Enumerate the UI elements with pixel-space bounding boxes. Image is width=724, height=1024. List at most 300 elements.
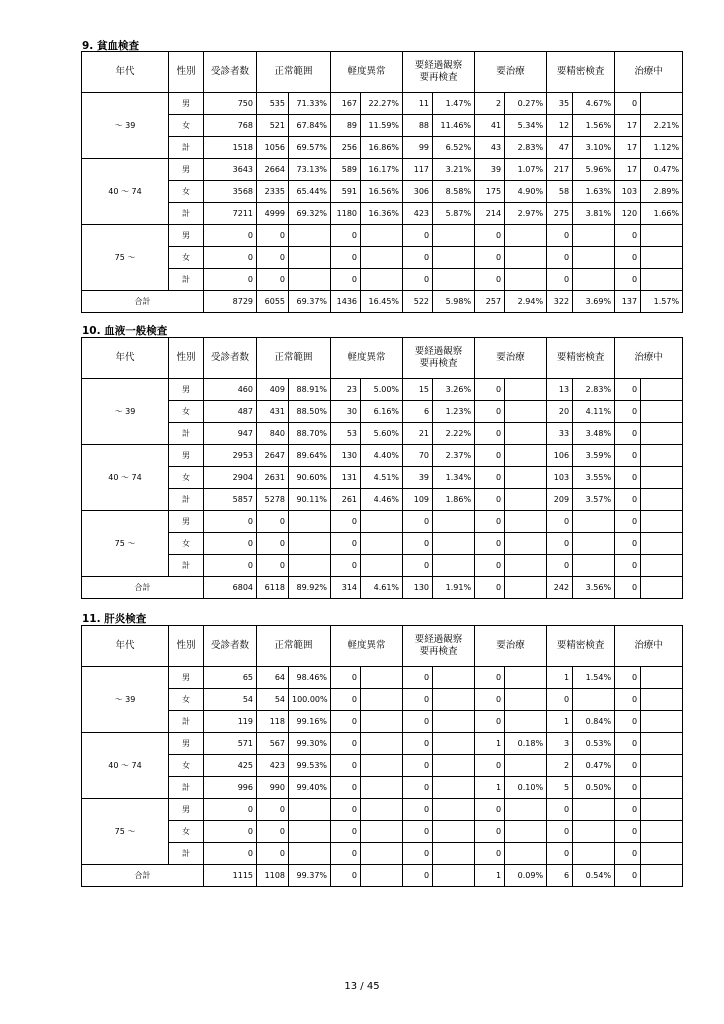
header-row [82, 52, 683, 93]
count-cell: 0 [547, 533, 573, 555]
count-cell: 0 [257, 269, 289, 291]
count-cell: 840 [257, 423, 289, 445]
count-cell: 567 [257, 733, 289, 755]
count-cell: 0 [547, 799, 573, 821]
percent-cell [361, 843, 403, 865]
percent-cell [361, 667, 403, 689]
table-row [82, 711, 683, 733]
count-cell: 0 [331, 555, 361, 577]
percent-cell [573, 269, 615, 291]
percent-cell [433, 733, 475, 755]
count-cell: 0 [257, 821, 289, 843]
total-count-cell: 130 [403, 577, 433, 599]
percent-cell: 1.12% [641, 137, 683, 159]
sex-cell: 男 [169, 511, 204, 533]
percent-cell [505, 225, 547, 247]
count-cell: 0 [204, 225, 257, 247]
total-count-cell: 1108 [257, 865, 289, 887]
percent-cell: 99.30% [289, 733, 331, 755]
percent-cell [361, 733, 403, 755]
table-row [82, 379, 683, 401]
column-header: 性別 [169, 338, 204, 379]
percent-cell: 99.16% [289, 711, 331, 733]
percent-cell [289, 555, 331, 577]
percent-cell: 1.54% [573, 667, 615, 689]
percent-cell: 0.10% [505, 777, 547, 799]
percent-cell [505, 247, 547, 269]
count-cell: 261 [331, 489, 361, 511]
count-cell: 0 [403, 799, 433, 821]
column-header: 要精密検査 [547, 52, 615, 93]
percent-cell [641, 777, 683, 799]
percent-cell: 16.17% [361, 159, 403, 181]
percent-cell [573, 533, 615, 555]
percent-cell [289, 511, 331, 533]
section-title-hepatitis: 11. 肝炎検査 [82, 613, 147, 625]
total-percent-cell: 3.56% [573, 577, 615, 599]
percent-cell [641, 555, 683, 577]
total-count-cell: 1 [475, 865, 505, 887]
count-cell: 0 [204, 533, 257, 555]
sex-cell: 女 [169, 821, 204, 843]
count-cell: 1 [475, 733, 505, 755]
percent-cell [641, 799, 683, 821]
percent-cell: 3.57% [573, 489, 615, 511]
count-cell: 0 [403, 755, 433, 777]
percent-cell: 3.81% [573, 203, 615, 225]
count-cell: 0 [475, 225, 505, 247]
percent-cell [641, 379, 683, 401]
percent-cell: 1.66% [641, 203, 683, 225]
section-title-anemia: 9. 貧血検査 [82, 40, 139, 52]
percent-cell: 2.37% [433, 445, 475, 467]
count-cell: 21 [403, 423, 433, 445]
total-count-cell: 0 [615, 577, 641, 599]
age-group-cell: 40 ～ 74 [82, 159, 169, 225]
count-cell: 487 [204, 401, 257, 423]
percent-cell [573, 225, 615, 247]
table-row [82, 181, 683, 203]
percent-cell: 0.18% [505, 733, 547, 755]
count-cell: 15 [403, 379, 433, 401]
total-label: 合計 [82, 865, 204, 887]
count-cell: 0 [257, 533, 289, 555]
count-cell: 1 [475, 777, 505, 799]
percent-cell [573, 555, 615, 577]
column-header: 軽度異常 [331, 52, 403, 93]
table-row [82, 755, 683, 777]
count-cell: 0 [257, 799, 289, 821]
table-row [82, 225, 683, 247]
column-header: 年代 [82, 626, 169, 667]
count-cell: 0 [615, 511, 641, 533]
count-cell: 0 [475, 511, 505, 533]
percent-cell [573, 511, 615, 533]
count-cell: 0 [331, 511, 361, 533]
count-cell: 0 [615, 379, 641, 401]
count-cell: 460 [204, 379, 257, 401]
percent-cell: 1.63% [573, 181, 615, 203]
count-cell: 0 [475, 247, 505, 269]
count-cell: 0 [615, 555, 641, 577]
age-group-cell: ～ 39 [82, 93, 169, 159]
count-cell: 275 [547, 203, 573, 225]
column-header: 受診者数 [204, 338, 257, 379]
percent-cell [641, 689, 683, 711]
percent-cell [573, 799, 615, 821]
column-header: 軽度異常 [331, 626, 403, 667]
count-cell: 118 [257, 711, 289, 733]
percent-cell [361, 689, 403, 711]
count-cell: 99 [403, 137, 433, 159]
percent-cell: 88.50% [289, 401, 331, 423]
percent-cell [505, 799, 547, 821]
count-cell: 130 [331, 445, 361, 467]
count-cell: 0 [475, 843, 505, 865]
percent-cell [433, 247, 475, 269]
count-cell: 0 [615, 247, 641, 269]
percent-cell [505, 489, 547, 511]
percent-cell [361, 711, 403, 733]
column-header: 治療中 [615, 626, 683, 667]
percent-cell [433, 821, 475, 843]
count-cell: 0 [547, 555, 573, 577]
count-cell: 33 [547, 423, 573, 445]
total-percent-cell [361, 865, 403, 887]
percent-cell [573, 247, 615, 269]
count-cell: 39 [403, 467, 433, 489]
count-cell: 0 [331, 821, 361, 843]
count-cell: 0 [615, 533, 641, 555]
percent-cell [361, 511, 403, 533]
count-cell: 58 [547, 181, 573, 203]
table-row [82, 511, 683, 533]
percent-cell: 16.56% [361, 181, 403, 203]
column-header: 年代 [82, 52, 169, 93]
count-cell: 11 [403, 93, 433, 115]
percent-cell [505, 379, 547, 401]
percent-cell: 1.47% [433, 93, 475, 115]
count-cell: 0 [475, 445, 505, 467]
column-header: 治療中 [615, 52, 683, 93]
count-cell: 768 [204, 115, 257, 137]
count-cell: 109 [403, 489, 433, 511]
total-percent-cell: 2.94% [505, 291, 547, 313]
percent-cell [289, 533, 331, 555]
percent-cell: 8.58% [433, 181, 475, 203]
count-cell: 535 [257, 93, 289, 115]
count-cell: 0 [547, 247, 573, 269]
total-percent-cell: 89.92% [289, 577, 331, 599]
page-number: 13 / 45 [344, 981, 380, 992]
count-cell: 0 [615, 733, 641, 755]
sex-cell: 女 [169, 115, 204, 137]
count-cell: 0 [257, 555, 289, 577]
total-percent-cell: 4.61% [361, 577, 403, 599]
percent-cell: 65.44% [289, 181, 331, 203]
count-cell: 0 [475, 667, 505, 689]
table-row [82, 247, 683, 269]
total-label: 合計 [82, 291, 204, 313]
percent-cell: 1.86% [433, 489, 475, 511]
count-cell: 12 [547, 115, 573, 137]
percent-cell: 0.47% [573, 755, 615, 777]
count-cell: 2 [475, 93, 505, 115]
column-header: 年代 [82, 338, 169, 379]
percent-cell: 4.11% [573, 401, 615, 423]
count-cell: 0 [257, 511, 289, 533]
count-cell: 0 [615, 667, 641, 689]
percent-cell [641, 225, 683, 247]
count-cell: 47 [547, 137, 573, 159]
percent-cell: 5.34% [505, 115, 547, 137]
table-row [82, 93, 683, 115]
sex-cell: 計 [169, 137, 204, 159]
percent-cell [505, 689, 547, 711]
column-header: 性別 [169, 52, 204, 93]
sex-cell: 計 [169, 777, 204, 799]
count-cell: 0 [331, 711, 361, 733]
age-group-cell: 75 ～ [82, 511, 169, 577]
percent-cell: 2.83% [505, 137, 547, 159]
percent-cell: 1.56% [573, 115, 615, 137]
count-cell: 3 [547, 733, 573, 755]
count-cell: 591 [331, 181, 361, 203]
count-cell: 23 [331, 379, 361, 401]
total-count-cell: 0 [475, 577, 505, 599]
count-cell: 1 [547, 711, 573, 733]
sex-cell: 男 [169, 733, 204, 755]
age-group-cell: 40 ～ 74 [82, 733, 169, 799]
count-cell: 6 [403, 401, 433, 423]
sex-cell: 男 [169, 225, 204, 247]
total-percent-cell: 1.91% [433, 577, 475, 599]
table-row [82, 467, 683, 489]
percent-cell [641, 511, 683, 533]
percent-cell: 90.11% [289, 489, 331, 511]
percent-cell: 11.59% [361, 115, 403, 137]
sex-cell: 女 [169, 689, 204, 711]
count-cell: 0 [204, 269, 257, 291]
count-cell: 423 [403, 203, 433, 225]
count-cell: 0 [331, 799, 361, 821]
table-row [82, 445, 683, 467]
sex-cell: 女 [169, 181, 204, 203]
count-cell: 0 [615, 423, 641, 445]
percent-cell: 2.83% [573, 379, 615, 401]
sex-cell: 計 [169, 269, 204, 291]
percent-cell [361, 755, 403, 777]
percent-cell [505, 711, 547, 733]
percent-cell [573, 689, 615, 711]
total-percent-cell: 16.45% [361, 291, 403, 313]
anemia-test-table [81, 51, 683, 313]
count-cell: 0 [615, 821, 641, 843]
count-cell: 589 [331, 159, 361, 181]
percent-cell [433, 799, 475, 821]
count-cell: 0 [204, 821, 257, 843]
count-cell: 2631 [257, 467, 289, 489]
count-cell: 0 [403, 533, 433, 555]
total-count-cell: 0 [615, 865, 641, 887]
total-percent-cell [641, 865, 683, 887]
count-cell: 54 [204, 689, 257, 711]
percent-cell [641, 755, 683, 777]
count-cell: 0 [475, 423, 505, 445]
count-cell: 0 [257, 843, 289, 865]
percent-cell [505, 467, 547, 489]
percent-cell: 4.67% [573, 93, 615, 115]
percent-cell: 4.40% [361, 445, 403, 467]
percent-cell: 4.46% [361, 489, 403, 511]
count-cell: 0 [204, 511, 257, 533]
total-percent-cell: 0.09% [505, 865, 547, 887]
count-cell: 996 [204, 777, 257, 799]
table-row [82, 667, 683, 689]
percent-cell: 3.55% [573, 467, 615, 489]
column-header: 要治療 [475, 626, 547, 667]
table-row [82, 137, 683, 159]
count-cell: 2904 [204, 467, 257, 489]
count-cell: 2953 [204, 445, 257, 467]
count-cell: 0 [403, 247, 433, 269]
percent-cell: 0.84% [573, 711, 615, 733]
percent-cell: 6.16% [361, 401, 403, 423]
percent-cell [433, 225, 475, 247]
count-cell: 65 [204, 667, 257, 689]
percent-cell: 99.40% [289, 777, 331, 799]
percent-cell: 73.13% [289, 159, 331, 181]
count-cell: 209 [547, 489, 573, 511]
column-header: 受診者数 [204, 52, 257, 93]
table-row [82, 843, 683, 865]
column-header: 要治療 [475, 52, 547, 93]
table-row [82, 555, 683, 577]
count-cell: 1056 [257, 137, 289, 159]
percent-cell [641, 467, 683, 489]
count-cell: 1 [547, 667, 573, 689]
percent-cell [289, 247, 331, 269]
count-cell: 20 [547, 401, 573, 423]
count-cell: 990 [257, 777, 289, 799]
count-cell: 0 [475, 533, 505, 555]
count-cell: 0 [615, 401, 641, 423]
column-header: 要精密検査 [547, 338, 615, 379]
count-cell: 431 [257, 401, 289, 423]
percent-cell [361, 777, 403, 799]
percent-cell: 5.60% [361, 423, 403, 445]
count-cell: 0 [403, 711, 433, 733]
percent-cell: 3.48% [573, 423, 615, 445]
column-header: 正常範囲 [257, 338, 331, 379]
count-cell: 0 [403, 689, 433, 711]
column-header: 要経過観察 要再検査 [403, 626, 475, 667]
total-label: 合計 [82, 577, 204, 599]
count-cell: 5 [547, 777, 573, 799]
total-count-cell: 8729 [204, 291, 257, 313]
section-title-blood-general: 10. 血液一般検査 [82, 325, 168, 337]
table-row [82, 821, 683, 843]
table-row [82, 799, 683, 821]
total-row [82, 577, 683, 599]
count-cell: 0 [475, 401, 505, 423]
age-group-cell: 40 ～ 74 [82, 445, 169, 511]
age-group-cell: ～ 39 [82, 667, 169, 733]
total-row [82, 291, 683, 313]
total-count-cell: 1115 [204, 865, 257, 887]
sex-cell: 男 [169, 667, 204, 689]
count-cell: 0 [331, 689, 361, 711]
table-row [82, 401, 683, 423]
percent-cell [289, 225, 331, 247]
count-cell: 167 [331, 93, 361, 115]
percent-cell: 3.26% [433, 379, 475, 401]
count-cell: 0 [615, 777, 641, 799]
percent-cell: 0.27% [505, 93, 547, 115]
count-cell: 0 [204, 555, 257, 577]
count-cell: 119 [204, 711, 257, 733]
percent-cell [433, 533, 475, 555]
count-cell: 0 [615, 689, 641, 711]
percent-cell: 4.90% [505, 181, 547, 203]
count-cell: 0 [403, 225, 433, 247]
total-percent-cell [505, 577, 547, 599]
count-cell: 3568 [204, 181, 257, 203]
count-cell: 0 [331, 667, 361, 689]
count-cell: 5857 [204, 489, 257, 511]
total-count-cell: 6804 [204, 577, 257, 599]
percent-cell: 69.32% [289, 203, 331, 225]
count-cell: 0 [615, 799, 641, 821]
percent-cell [361, 533, 403, 555]
count-cell: 17 [615, 137, 641, 159]
percent-cell [505, 445, 547, 467]
age-group-cell: ～ 39 [82, 379, 169, 445]
percent-cell: 1.07% [505, 159, 547, 181]
count-cell: 0 [547, 843, 573, 865]
total-count-cell: 242 [547, 577, 573, 599]
total-count-cell: 137 [615, 291, 641, 313]
percent-cell [433, 269, 475, 291]
count-cell: 2664 [257, 159, 289, 181]
percent-cell [361, 225, 403, 247]
total-count-cell: 6055 [257, 291, 289, 313]
percent-cell [641, 821, 683, 843]
table-row [82, 269, 683, 291]
count-cell: 64 [257, 667, 289, 689]
sex-cell: 女 [169, 467, 204, 489]
sex-cell: 女 [169, 755, 204, 777]
table-row [82, 159, 683, 181]
percent-cell [505, 555, 547, 577]
total-count-cell: 314 [331, 577, 361, 599]
total-count-cell: 0 [331, 865, 361, 887]
count-cell: 947 [204, 423, 257, 445]
percent-cell [641, 401, 683, 423]
percent-cell: 2.22% [433, 423, 475, 445]
percent-cell: 69.57% [289, 137, 331, 159]
percent-cell: 16.36% [361, 203, 403, 225]
sex-cell: 計 [169, 203, 204, 225]
percent-cell: 88.70% [289, 423, 331, 445]
count-cell: 217 [547, 159, 573, 181]
percent-cell [641, 269, 683, 291]
total-percent-cell: 1.57% [641, 291, 683, 313]
count-cell: 423 [257, 755, 289, 777]
percent-cell [433, 667, 475, 689]
percent-cell: 2.89% [641, 181, 683, 203]
count-cell: 0 [615, 843, 641, 865]
